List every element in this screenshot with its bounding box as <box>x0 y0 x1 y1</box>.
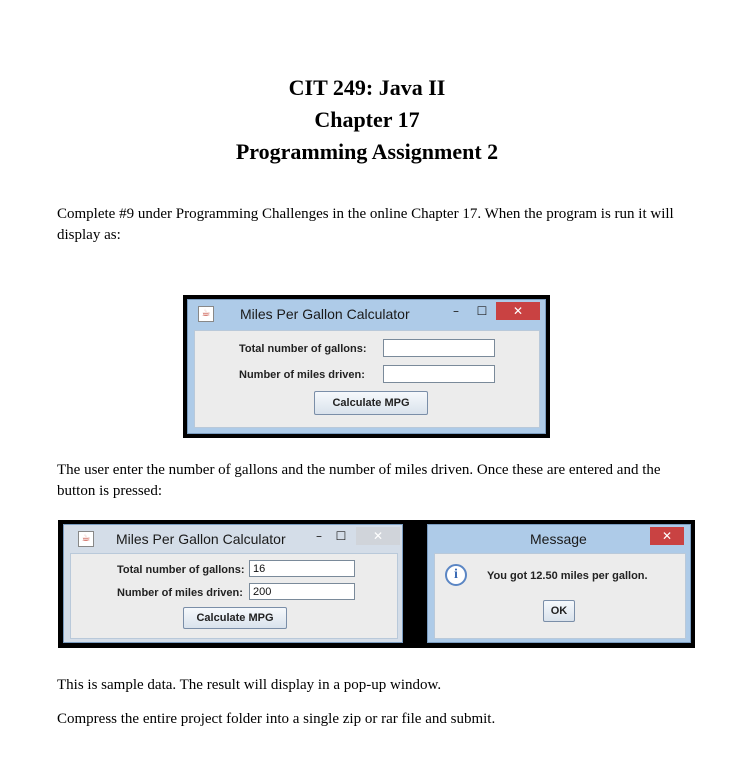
minimize-icon[interactable]: – <box>453 304 459 318</box>
window1-content <box>194 330 540 428</box>
miles-input[interactable]: 200 <box>249 583 355 600</box>
doc-title-chapter: Chapter 17 <box>314 107 420 132</box>
gallons-label: Total number of gallons: <box>239 343 367 355</box>
ok-button[interactable]: OK <box>543 600 575 622</box>
gallons-input[interactable]: 16 <box>249 560 355 577</box>
middle-paragraph: The user enter the number of gallons and the number of miles driven. Once these are entered and the button is pressed: <box>57 462 661 499</box>
java-app-icon: ☕ <box>198 306 214 322</box>
window2-titlebar[interactable] <box>64 525 402 553</box>
gallons-input[interactable] <box>383 339 495 357</box>
mpg-window-empty <box>187 299 546 434</box>
mpg-window-filled <box>63 524 403 643</box>
footer-line2: Compress the entire project folder into a single zip or rar file and submit. <box>57 711 496 727</box>
message-dialog <box>427 524 691 643</box>
miles-input[interactable] <box>383 365 495 383</box>
close-icon[interactable]: ✕ <box>650 527 684 545</box>
close-icon[interactable]: ✕ <box>496 302 540 320</box>
close-icon[interactable]: ✕ <box>356 527 400 545</box>
info-icon: i <box>445 564 467 586</box>
miles-label: Number of miles driven: <box>239 369 365 381</box>
gallons-label: Total number of gallons: <box>117 564 245 576</box>
intro-paragraph: Complete #9 under Programming Challenges in the online Chapter 17. When the program is run it will display as: <box>57 206 674 243</box>
window1-title: Miles Per Gallon Calculator <box>240 306 410 322</box>
window2-title: Miles Per Gallon Calculator <box>116 531 286 547</box>
minimize-icon[interactable]: – <box>316 529 322 543</box>
window2-content <box>70 553 398 639</box>
result-message: You got 12.50 miles per gallon. <box>487 570 648 582</box>
message-content <box>434 553 686 639</box>
maximize-icon[interactable]: ☐ <box>335 529 347 543</box>
message-titlebar[interactable] <box>428 525 690 553</box>
calculate-mpg-button[interactable]: Calculate MPG <box>314 391 428 415</box>
java-app-icon: ☕ <box>78 531 94 547</box>
doc-title-course: CIT 249: Java II <box>288 75 446 100</box>
footer-line1: This is sample data. The result will display in a pop-up window. <box>57 677 442 693</box>
calculate-mpg-button[interactable]: Calculate MPG <box>183 607 287 629</box>
miles-label: Number of miles driven: <box>117 587 243 599</box>
doc-title-assignment: Programming Assignment 2 <box>235 139 499 164</box>
maximize-icon[interactable]: ☐ <box>476 304 488 318</box>
window1-titlebar[interactable] <box>188 300 545 328</box>
message-title: Message <box>530 531 587 547</box>
